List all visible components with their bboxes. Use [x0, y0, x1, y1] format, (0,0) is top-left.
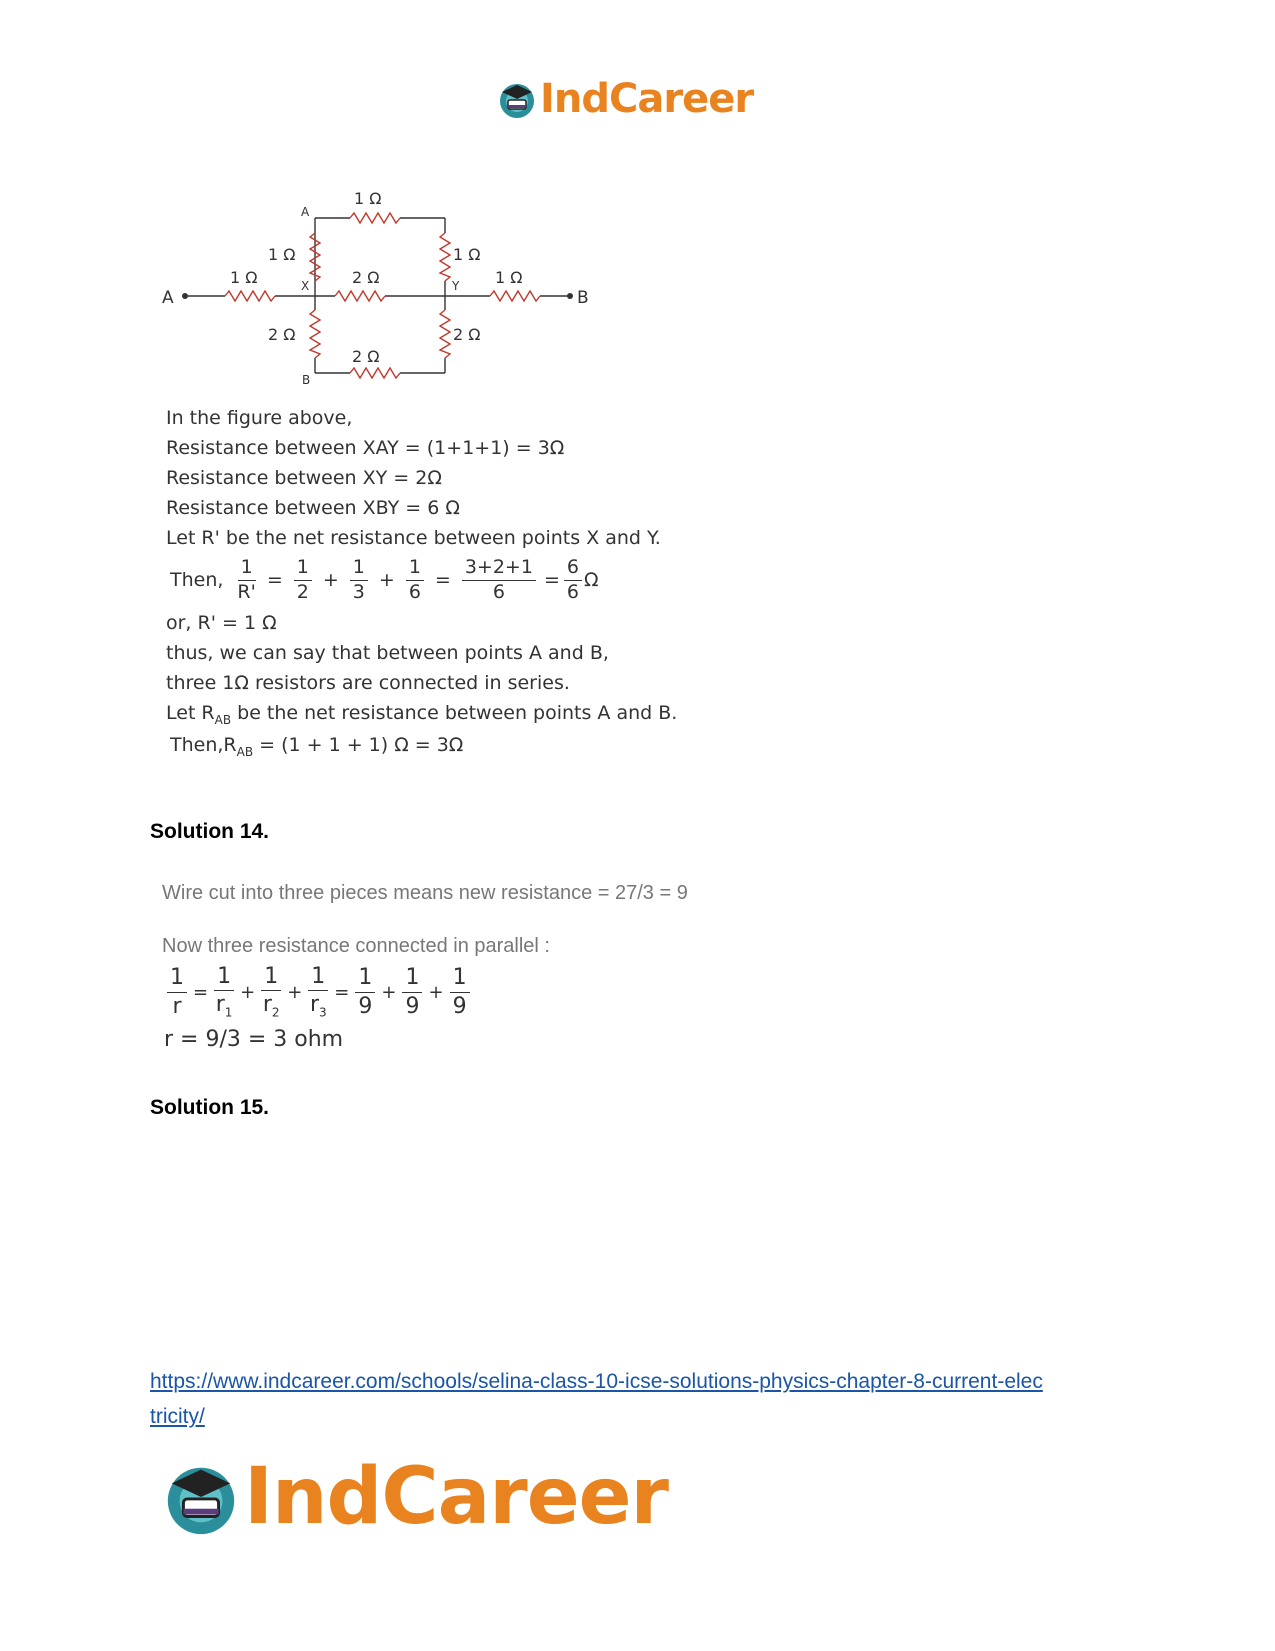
label-left: 1 Ω: [230, 268, 258, 287]
denominator-letter: r: [215, 992, 225, 1018]
s14-result: r = 9/3 = 3 ohm: [164, 1027, 344, 1052]
node-x-label: X: [301, 279, 310, 293]
denominator: 6: [566, 580, 579, 603]
line10-text-b: = (1 + 1 + 1) Ω = 3Ω: [253, 734, 464, 756]
s13-equation: [170, 558, 598, 603]
numerator: 1: [406, 558, 424, 581]
label-bottom: 2 Ω: [352, 347, 380, 366]
denominator: 6: [492, 580, 505, 603]
solution-15-heading: Solution 15.: [150, 1096, 270, 1119]
s13-line2: Resistance between XAY = (1+1+1) = 3Ω: [166, 437, 565, 459]
circuit-diagram: [150, 178, 610, 388]
s13-line6: or, R' = 1 Ω: [166, 612, 277, 634]
numerator: 1: [402, 966, 422, 992]
denominator: [216, 991, 233, 1019]
line9-text-b: be the net resistance between points A and B.: [231, 702, 678, 724]
equals-sign: =: [434, 569, 451, 592]
resistor-bottom-right: [440, 310, 450, 358]
numerator: 1: [261, 965, 281, 991]
resistor-top: [350, 213, 400, 223]
s13-line3: Resistance between XY = 2Ω: [166, 467, 442, 489]
terminal-a-dot: [182, 293, 188, 299]
equals-sign: =: [334, 981, 350, 1003]
denominator: 9: [452, 993, 467, 1019]
fraction: [402, 966, 422, 1017]
node-b-label: B: [577, 288, 589, 308]
denominator: [310, 991, 327, 1019]
plus-sign: +: [240, 981, 256, 1003]
numerator: 1: [450, 966, 470, 992]
eq-then-label: Then,: [170, 569, 224, 592]
denominator: 2: [296, 580, 309, 603]
header-brand-text: IndCareer: [540, 76, 754, 122]
denominator-subscript: 1: [224, 1005, 233, 1020]
numerator: 1: [167, 966, 187, 992]
label-top-right: 1 Ω: [453, 245, 481, 264]
node-bottom-label: B: [302, 373, 311, 387]
s13-line1: In the figure above,: [166, 407, 353, 429]
denominator-letter: r: [262, 992, 272, 1018]
resistor-middle: [335, 291, 385, 301]
graduation-globe-icon: [496, 78, 538, 120]
denominator: 9: [405, 993, 420, 1019]
node-y-label: Y: [452, 279, 460, 293]
footer-url-link-line2[interactable]: tricity/: [150, 1405, 205, 1428]
plus-sign: +: [287, 981, 303, 1003]
fraction: [350, 558, 368, 603]
numerator: 1: [308, 965, 328, 991]
resistor-bottom: [350, 368, 400, 378]
resistor-right: [490, 291, 540, 301]
label-top-left: 1 Ω: [268, 245, 296, 264]
footer-logo: [160, 1452, 668, 1542]
resistor-bottom-left: [310, 310, 320, 358]
ohm-unit: Ω: [583, 569, 599, 592]
s14-text2: Now three resistance connected in parallel :: [162, 935, 550, 957]
equals-sign: =: [266, 569, 283, 592]
numerator: 1: [238, 558, 256, 581]
numerator: 1: [355, 966, 375, 992]
fraction: [450, 966, 470, 1017]
fraction: [355, 966, 375, 1017]
terminal-b-dot: [567, 293, 573, 299]
s13-line10: [170, 734, 463, 759]
numerator: 6: [564, 558, 582, 581]
s13-line5: Let R' be the net resistance between points X and Y.: [166, 527, 661, 549]
label-top: 1 Ω: [354, 189, 382, 208]
plus-sign: +: [322, 569, 339, 592]
footer-brand-text: IndCareer: [244, 1452, 668, 1542]
s14-equation: [164, 965, 473, 1019]
label-middle: 2 Ω: [352, 268, 380, 287]
fraction: [214, 965, 234, 1019]
label-right: 1 Ω: [495, 268, 523, 287]
denominator: 9: [358, 993, 373, 1019]
footer-url-link-line1[interactable]: https://www.indcareer.com/schools/selina-class-10-icse-solutions-physics-chapter-8-current-elec: [150, 1370, 1043, 1393]
denominator: [263, 991, 280, 1019]
s13-line7: thus, we can say that between points A and B,: [166, 642, 609, 664]
line10-text-a: Then,R: [170, 734, 237, 756]
numerator: 3+2+1: [462, 558, 536, 581]
s14-text1: Wire cut into three pieces means new resistance = 27/3 = 9: [162, 882, 688, 904]
plus-sign: +: [428, 981, 444, 1003]
line9-text-a: Let R: [166, 702, 215, 724]
line10-subscript: AB: [236, 744, 254, 759]
numerator: 1: [214, 965, 234, 991]
fraction: [294, 558, 312, 603]
denominator: 6: [408, 580, 421, 603]
fraction: [406, 558, 424, 603]
header-logo: [496, 76, 753, 122]
equals-sign: =: [543, 569, 560, 592]
denominator: 3: [352, 580, 365, 603]
resistors: [225, 213, 540, 378]
fraction: [308, 965, 328, 1019]
resistor-top-right: [440, 233, 450, 281]
resistor-left: [225, 291, 275, 301]
plus-sign: +: [378, 569, 395, 592]
node-a-label: A: [162, 288, 174, 308]
numerator: 1: [294, 558, 312, 581]
label-bottom-right: 2 Ω: [453, 325, 481, 344]
label-bottom-left: 2 Ω: [268, 325, 296, 344]
fraction: [564, 558, 582, 603]
numerator: 1: [350, 558, 368, 581]
node-top-label: A: [301, 205, 310, 219]
s13-line9: [166, 702, 677, 727]
denominator-subscript: 3: [318, 1005, 327, 1020]
plus-sign: +: [381, 981, 397, 1003]
denominator-letter: r: [309, 992, 319, 1018]
s13-line8: three 1Ω resistors are connected in series.: [166, 672, 570, 694]
fraction: [237, 558, 255, 603]
fraction: [462, 558, 536, 603]
fraction: [167, 966, 187, 1017]
fraction: [261, 965, 281, 1019]
denominator: r: [172, 993, 182, 1019]
s13-line4: Resistance between XBY = 6 Ω: [166, 497, 460, 519]
denominator-subscript: 2: [271, 1005, 280, 1020]
denominator: R': [237, 580, 256, 603]
solution-14-heading: Solution 14.: [150, 820, 270, 843]
line9-subscript: AB: [214, 712, 232, 727]
equals-sign: =: [193, 981, 209, 1003]
graduation-globe-icon: [160, 1456, 242, 1538]
